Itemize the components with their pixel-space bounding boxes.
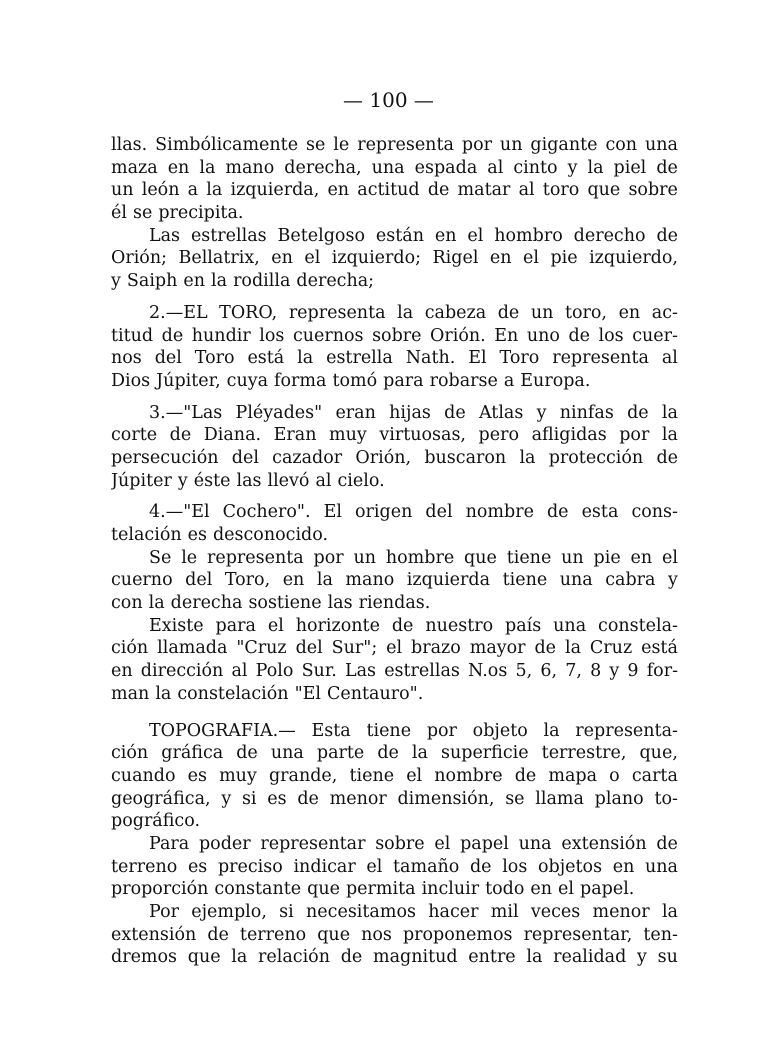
text-line: llas. Simbólicamente se le representa por un gigante con una	[111, 135, 678, 155]
text-line: geográfica, y si es de menor dimensión, se llama plano to-	[111, 788, 678, 809]
text-line: en dirección al Polo Sur. Las estrellas N.os 5, 6, 7, 8 y 9 for-	[111, 661, 678, 682]
paragraph	[111, 402, 678, 493]
text-line: corte de Diana. Eran muy virtuosas, pero afligidas por la	[111, 425, 678, 446]
paragraph	[111, 901, 678, 969]
text-line: Por ejemplo, si necesitamos hacer mil veces menor la	[149, 902, 678, 922]
page-body	[111, 134, 678, 969]
text-line: Se le representa por un hombre que tiene un pie en el	[149, 547, 678, 568]
text-line: telación es desconocido.	[111, 525, 329, 545]
text-line: con la derecha sostiene las riendas.	[111, 593, 431, 614]
paragraph	[111, 225, 678, 293]
text-line: 4.—"El Cochero". El origen del nombre de esta cons-	[149, 502, 678, 523]
text-line: extensión de terreno que nos proponemos representar, ten-	[111, 924, 678, 945]
text-line: Dios Júpiter, cuya forma tomó para robarse a Europa.	[111, 370, 591, 391]
text-line: pográfico.	[111, 811, 201, 832]
text-line: él se precipita.	[111, 203, 244, 224]
text-line: 2.—EL TORO, representa la cabeza de un toro, en ac-	[149, 302, 678, 323]
text-line: titud de hundir los cuernos sobre Orión. En uno de los cuer-	[111, 325, 678, 346]
text-line: 3.—"Las Pléyades" eran hijas de Atlas y ninfas de la	[149, 402, 678, 423]
page-number: — 100 —	[343, 88, 434, 112]
text-line: proporción constante que permita incluir todo en el papel.	[111, 879, 635, 900]
paragraph	[111, 833, 678, 901]
paragraph	[111, 720, 678, 833]
text-line: ción gráfica de una parte de la superficie terrestre, que,	[111, 743, 678, 764]
text-line: dremos que la relación de magnitud entre la realidad y su	[111, 947, 678, 968]
paragraph	[111, 615, 678, 706]
paragraph	[111, 302, 678, 393]
text-line: nos del Toro está la estrella Nath. El Toro representa al	[111, 348, 678, 369]
text-line: cuando es muy grande, tiene el nombre de mapa o carta	[111, 765, 678, 786]
text-line: y Saiph en la rodilla derecha;	[111, 271, 375, 292]
text-line: terreno es preciso indicar el tamaño de los objetos en una	[111, 856, 678, 877]
paragraph	[111, 501, 678, 546]
text-line: un león a la izquierda, en actitud de matar al toro que sobre	[111, 180, 678, 201]
text-line: Existe para el horizonte de nuestro país una constela-	[149, 615, 678, 636]
text-line: maza en la mano derecha, una espada al cinto y la piel de	[111, 157, 678, 178]
text-line: Orión; Bellatrix, en el izquierdo; Rigel en el pie izquierdo,	[111, 248, 678, 269]
text-line: ción llamada "Cruz del Sur"; el brazo mayor de la Cruz está	[111, 638, 678, 659]
text-line: cuerno del Toro, en la mano izquierda tiene una cabra y	[111, 570, 678, 591]
paragraph	[111, 134, 678, 225]
text-line: TOPOGRAFIA.— Esta tiene por objeto la representa-	[149, 720, 678, 741]
text-line: persecución del cazador Orión, buscaron la protección de	[111, 447, 678, 468]
text-line: man la constelación "El Centauro".	[111, 683, 424, 704]
text-line: Las estrellas Betelgoso están en el hombro derecho de	[149, 225, 678, 246]
text-line: Para poder representar sobre el papel una extensión de	[149, 833, 678, 854]
paragraph	[111, 547, 678, 615]
text-line: Júpiter y éste las llevó al cielo.	[111, 470, 385, 491]
